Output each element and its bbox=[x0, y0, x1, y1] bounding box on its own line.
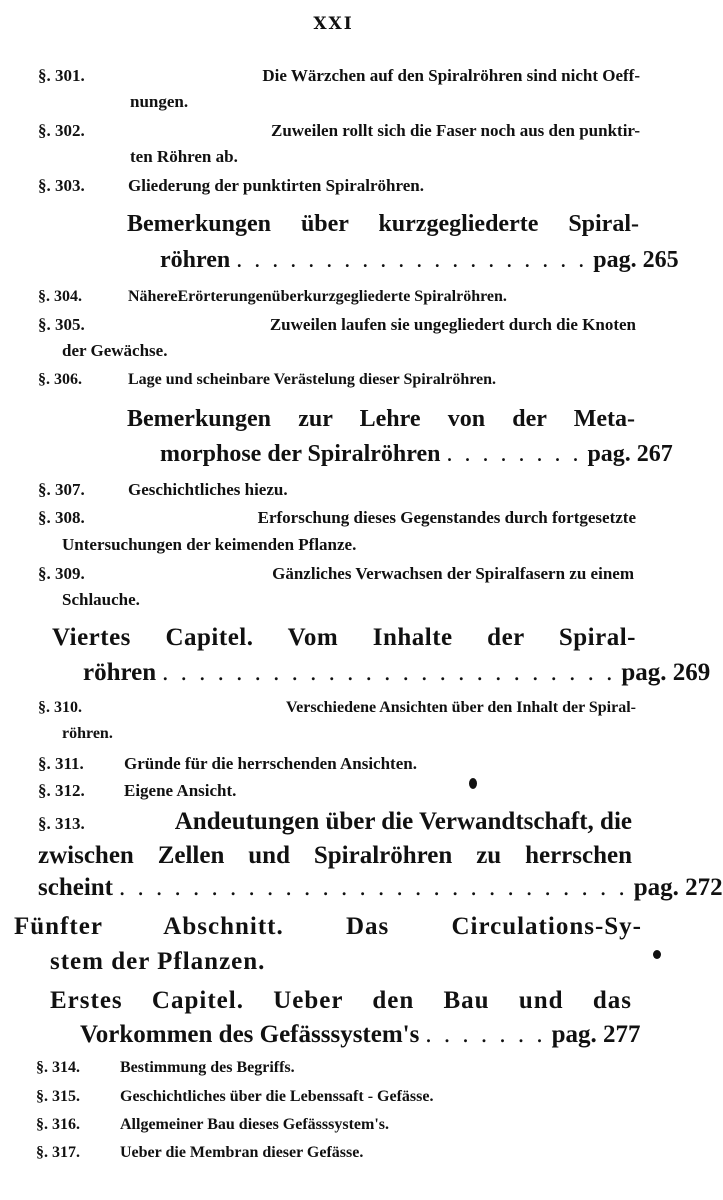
subsection-heading-page bbox=[160, 247, 679, 274]
entry-text: Bestimmung des Begriffs. bbox=[120, 1059, 295, 1076]
section-number: §. 311. bbox=[38, 754, 84, 773]
page-reference: pag. 272 bbox=[633, 874, 723, 901]
chapter-heading: Viertes Capitel. Vom Inhalte der Spiral- bbox=[52, 624, 636, 651]
ink-speck bbox=[653, 950, 661, 959]
chapter-heading-page bbox=[83, 659, 711, 687]
dot-leader: . . . . . . . . . . . . . . . . . . . . . . . . . . . . bbox=[119, 874, 628, 901]
entry-text-continued: der Gewächse. bbox=[62, 341, 168, 360]
section-number: §. 316. bbox=[36, 1116, 80, 1133]
dot-leader: . . . . . . . . . . . . . . . . . . . . . . . . . bbox=[162, 659, 616, 686]
page-number: XXI bbox=[313, 14, 354, 34]
entry-text: Gänzliches Verwachsen der Spiralfasern zu einem bbox=[272, 564, 634, 583]
entry-text: Die Wärzchen auf den Spiralröhren sind nicht Oeff- bbox=[262, 66, 640, 85]
entry-text-continued: Untersuchungen der keimenden Pflanze. bbox=[62, 535, 357, 554]
toc-entry-307 bbox=[38, 480, 288, 500]
entry-text: Zuweilen rollt sich die Faser noch aus den punktir- bbox=[270, 121, 640, 140]
toc-entry-301 bbox=[38, 66, 640, 86]
entry-text: NähereErörterungenüberkurzgegliederte Spiralröhren. bbox=[128, 288, 507, 305]
toc-entry-309 bbox=[38, 564, 634, 584]
entry-text: Eigene Ansicht. bbox=[124, 781, 237, 800]
entry-page-line bbox=[38, 874, 723, 902]
entry-text-continued: ten Röhren ab. bbox=[130, 147, 238, 166]
section-number: §. 308. bbox=[38, 508, 85, 527]
entry-text: Geschichtliches über die Lebenssaft - Gefässe. bbox=[120, 1088, 434, 1105]
toc-entry-310 bbox=[38, 699, 636, 717]
entry-text: Ueber die Membran dieser Gefässe. bbox=[120, 1144, 364, 1161]
toc-entry-317 bbox=[36, 1144, 363, 1162]
subsection-heading: Bemerkungen zur Lehre von der Meta- bbox=[127, 406, 635, 432]
page-reference: pag. 277 bbox=[551, 1021, 641, 1048]
toc-entry-304 bbox=[38, 288, 507, 306]
entry-text: Allgemeiner Bau dieses Gefässsystem's. bbox=[120, 1116, 390, 1133]
chapter-heading-page bbox=[80, 1021, 641, 1049]
toc-entry-305 bbox=[38, 315, 636, 335]
toc-entry-316 bbox=[36, 1116, 389, 1134]
section-number: §. 306. bbox=[38, 371, 82, 388]
toc-entry-315 bbox=[36, 1088, 433, 1106]
toc-entry-302 bbox=[38, 121, 640, 141]
entry-text-continued: zwischen Zellen und Spiralröhren zu herrschen bbox=[38, 842, 632, 869]
entry-text: Zuweilen laufen sie ungegliedert durch die Knoten bbox=[269, 315, 636, 334]
ink-speck bbox=[469, 778, 477, 789]
dot-leader: . . . . . . . . . . . . . . . . . . . . bbox=[236, 247, 588, 273]
entry-text: Andeutungen über die Verwandtschaft, die bbox=[174, 808, 632, 835]
chapter-heading: Erstes Capitel. Ueber den Bau und das bbox=[50, 987, 632, 1014]
toc-entry-314 bbox=[36, 1059, 295, 1077]
page-reference: pag. 265 bbox=[593, 247, 679, 273]
section-number: §. 303. bbox=[38, 176, 85, 195]
section-number: §. 312. bbox=[38, 781, 85, 800]
section-number: §. 309. bbox=[38, 564, 85, 583]
dot-leader: . . . . . . . . bbox=[446, 441, 582, 467]
section-number: §. 310. bbox=[38, 699, 82, 716]
toc-entry-312 bbox=[38, 781, 236, 801]
heading-text: morphose der Spiralröhren bbox=[160, 441, 441, 467]
entry-text-continued: Schlauche. bbox=[62, 590, 140, 609]
toc-entry-313 bbox=[38, 808, 632, 836]
entry-text-continued: röhren. bbox=[62, 725, 113, 742]
toc-entry-306 bbox=[38, 371, 496, 389]
section-number: §. 314. bbox=[36, 1059, 80, 1076]
entry-text: Gliederung der punktirten Spiralröhren. bbox=[128, 176, 424, 195]
entry-text: Lage und scheinbare Verästelung dieser Spiralröhren. bbox=[128, 371, 497, 388]
dot-leader: . . . . . . . bbox=[425, 1021, 546, 1048]
section-number: §. 302. bbox=[38, 121, 85, 140]
section-number: §. 301. bbox=[38, 66, 85, 85]
part-heading-continued: stem der Pflanzen. bbox=[50, 948, 266, 975]
page-reference: pag. 267 bbox=[587, 441, 673, 467]
toc-entry-308 bbox=[38, 508, 636, 528]
page-reference: pag. 269 bbox=[621, 659, 711, 686]
section-number: §. 317. bbox=[36, 1144, 80, 1161]
entry-text: Erforschung dieses Gegenstandes durch fortgesetzte bbox=[257, 508, 636, 527]
heading-text: röhren bbox=[83, 659, 157, 686]
entry-text-continued: nungen. bbox=[130, 92, 189, 111]
heading-text: röhren bbox=[160, 247, 231, 273]
heading-text: Vorkommen des Gefässsystem's bbox=[80, 1021, 420, 1048]
section-number: §. 304. bbox=[38, 288, 82, 305]
part-heading: Fünfter Abschnitt. Das Circulations-Sy- bbox=[14, 913, 642, 940]
section-number: §. 313. bbox=[38, 814, 85, 833]
entry-text: Geschichtliches hiezu. bbox=[128, 480, 288, 499]
entry-text: scheint bbox=[38, 874, 113, 901]
section-number: §. 315. bbox=[36, 1088, 80, 1105]
toc-entry-303 bbox=[38, 176, 424, 196]
section-number: §. 305. bbox=[38, 315, 85, 334]
entry-text: Gründe für die herrschenden Ansichten. bbox=[124, 754, 417, 773]
toc-entry-311 bbox=[38, 754, 417, 774]
entry-text: Verschiedene Ansichten über den Inhalt der Spiral- bbox=[286, 699, 636, 716]
subsection-heading-page bbox=[160, 441, 673, 468]
subsection-heading: Bemerkungen über kurzgegliederte Spiral- bbox=[127, 211, 639, 237]
section-number: §. 307. bbox=[38, 480, 85, 499]
